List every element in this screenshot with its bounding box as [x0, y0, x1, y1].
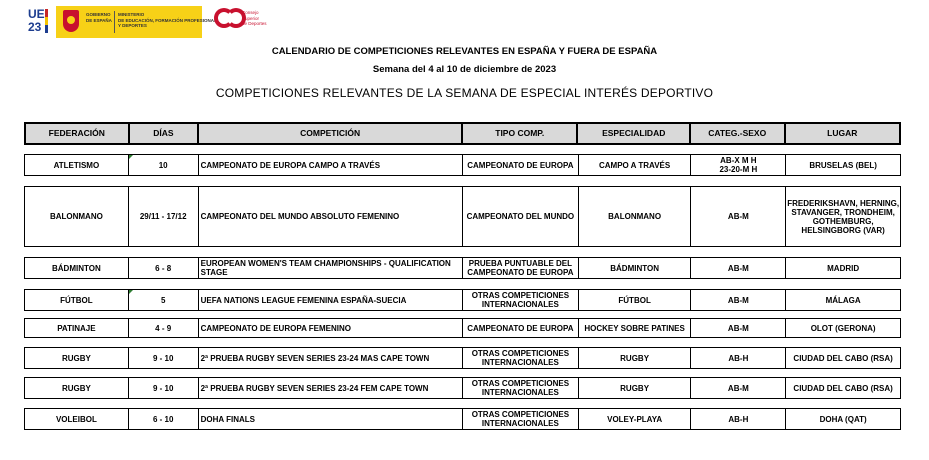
cell-competicion: EUROPEAN WOMEN'S TEAM CHAMPIONSHIPS - QUALIFICATION STAGE: [199, 258, 463, 278]
ministerio-text: MINISTERIO DE EDUCACIÓN, FORMACIÓN PROFESIONAL Y DEPORTES: [118, 12, 217, 28]
cell-especialidad: BALONMANO: [579, 187, 692, 246]
cell-tipo: OTRAS COMPETICIONES INTERNACIONALES: [463, 290, 579, 310]
cell-dias: 4 - 9: [129, 319, 199, 337]
table-row: [24, 186, 901, 247]
table-row: [24, 257, 901, 279]
cell-competicion: DOHA FINALS: [199, 409, 463, 429]
table-row: [24, 377, 901, 399]
cell-federacion: BALONMANO: [25, 187, 129, 246]
coat-of-arms-icon: [63, 10, 79, 32]
cell-federacion: VOLEIBOL: [25, 409, 129, 429]
cell-dias: 9 - 10: [129, 348, 199, 368]
cell-competicion: CAMPEONATO DE EUROPA FEMENINO: [199, 319, 463, 337]
cell-tipo: CAMPEONATO DE EUROPA: [463, 319, 579, 337]
cell-lugar: FREDERIKSHAVN, HERNING, STAVANGER, TRONDHEIM, GOTHEMBURG, HELSINGBORG (VAR): [787, 198, 900, 235]
csd-text: Consejo Superior de Deportes: [242, 10, 267, 26]
ministerio-logo: [56, 6, 217, 38]
section-subtitle: COMPETICIONES RELEVANTES DE LA SEMANA DE ESPECIAL INTERÉS DEPORTIVO: [215, 86, 714, 100]
table-row: [24, 318, 901, 338]
cell-lugar: BRUSELAS (BEL): [809, 160, 877, 170]
cell-categ: AB-H: [691, 409, 786, 429]
cell-categ: AB-M: [691, 290, 786, 310]
cell-especialidad: BÁDMINTON: [579, 258, 692, 278]
table-row: [24, 408, 901, 430]
header-tipo: TIPO COMP.: [463, 124, 578, 143]
cell-federacion: RUGBY: [25, 378, 129, 398]
cell-tipo: CAMPEONATO DEL MUNDO: [463, 187, 579, 246]
header-federacion: FEDERACIÓN: [26, 124, 130, 143]
cell-especialidad: RUGBY: [579, 378, 692, 398]
cell-federacion: PATINAJE: [25, 319, 129, 337]
ue-logo-text-1: UE: [28, 7, 45, 21]
cell-dias: 10: [129, 155, 199, 175]
cell-competicion: 2ª PRUEBA RUGBY SEVEN SERIES 23-24 FEM CAPE TOWN: [199, 378, 463, 398]
cell-categ: AB-M: [691, 319, 786, 337]
cell-especialidad: CAMPO A TRAVÉS: [579, 155, 692, 175]
cell-tipo: OTRAS COMPETICIONES INTERNACIONALES: [463, 378, 579, 398]
cell-categ: AB-H: [691, 348, 786, 368]
cell-federacion: FÚTBOL: [25, 290, 129, 310]
cell-categ: AB-M: [691, 258, 786, 278]
cell-competicion: CAMPEONATO DEL MUNDO ABSOLUTO FEMENINO: [199, 187, 463, 246]
cell-categ: AB-X M H 23-20-M H: [691, 155, 786, 175]
table-row: [24, 154, 901, 176]
cell-federacion: BÁDMINTON: [25, 258, 129, 278]
cell-dias: 5: [129, 290, 199, 310]
cell-competicion: 2ª PRUEBA RUGBY SEVEN SERIES 23-24 MAS CAPE TOWN: [199, 348, 463, 368]
cell-competicion: CAMPEONATO DE EUROPA CAMPO A TRAVÉS: [199, 155, 463, 175]
cell-lugar: MADRID: [827, 263, 860, 273]
table-row: [24, 289, 901, 311]
header-categ: CATEG.-SEXO: [691, 124, 786, 143]
cell-tipo: OTRAS COMPETICIONES INTERNACIONALES: [463, 409, 579, 429]
cell-lugar: CIUDAD DEL CABO (RSA): [793, 383, 893, 393]
header-competicion: COMPETICIÓN: [199, 124, 463, 143]
cell-dias: 6 - 8: [129, 258, 199, 278]
cell-especialidad: RUGBY: [579, 348, 692, 368]
cell-tipo: PRUEBA PUNTUABLE DEL CAMPEONATO DE EUROPA: [463, 258, 579, 278]
gobierno-text: GOBIERNO DE ESPAÑA: [86, 12, 112, 23]
header-lugar: LUGAR: [827, 128, 858, 138]
comment-marker-icon: [129, 155, 133, 159]
ue-logo-bars: [45, 9, 48, 33]
week-range: Semana del 4 al 10 de diciembre de 2023: [372, 64, 557, 75]
cell-dias: 9 - 10: [129, 378, 199, 398]
cell-tipo: OTRAS COMPETICIONES INTERNACIONALES: [463, 348, 579, 368]
table-header: [24, 122, 901, 145]
cell-lugar: MÁLAGA: [825, 295, 861, 305]
cell-categ: AB-M: [691, 378, 786, 398]
ue-logo-text-2: 23: [28, 20, 42, 34]
cell-dias: 29/11 - 17/12: [129, 187, 199, 246]
cell-dias: 6 - 10: [129, 409, 199, 429]
cell-competicion: UEFA NATIONS LEAGUE FEMENINA ESPAÑA-SUECIA: [199, 290, 463, 310]
cell-lugar: DOHA (QAT): [819, 414, 867, 424]
header-dias: DÍAS: [130, 124, 200, 143]
cell-especialidad: HOCKEY SOBRE PATINES: [579, 319, 692, 337]
cell-especialidad: FÚTBOL: [579, 290, 692, 310]
table-row: [24, 347, 901, 369]
logo-divider: [114, 11, 115, 33]
header-especialidad: ESPECIALIDAD: [578, 124, 690, 143]
comment-marker-icon: [129, 290, 133, 294]
cell-lugar: CIUDAD DEL CABO (RSA): [793, 353, 893, 363]
cell-federacion: RUGBY: [25, 348, 129, 368]
cell-federacion: ATLETISMO: [25, 155, 129, 175]
csd-logo: [212, 6, 272, 38]
cell-especialidad: VOLEY-PLAYA: [579, 409, 692, 429]
cell-lugar: OLOT (GERONA): [810, 323, 876, 333]
ue23-logo: [28, 8, 50, 34]
cell-categ: AB-M: [691, 187, 786, 246]
document-title: CALENDARIO DE COMPETICIONES RELEVANTES EN ESPAÑA Y FUERA DE ESPAÑA: [271, 46, 658, 57]
cell-tipo: CAMPEONATO DE EUROPA: [463, 155, 579, 175]
